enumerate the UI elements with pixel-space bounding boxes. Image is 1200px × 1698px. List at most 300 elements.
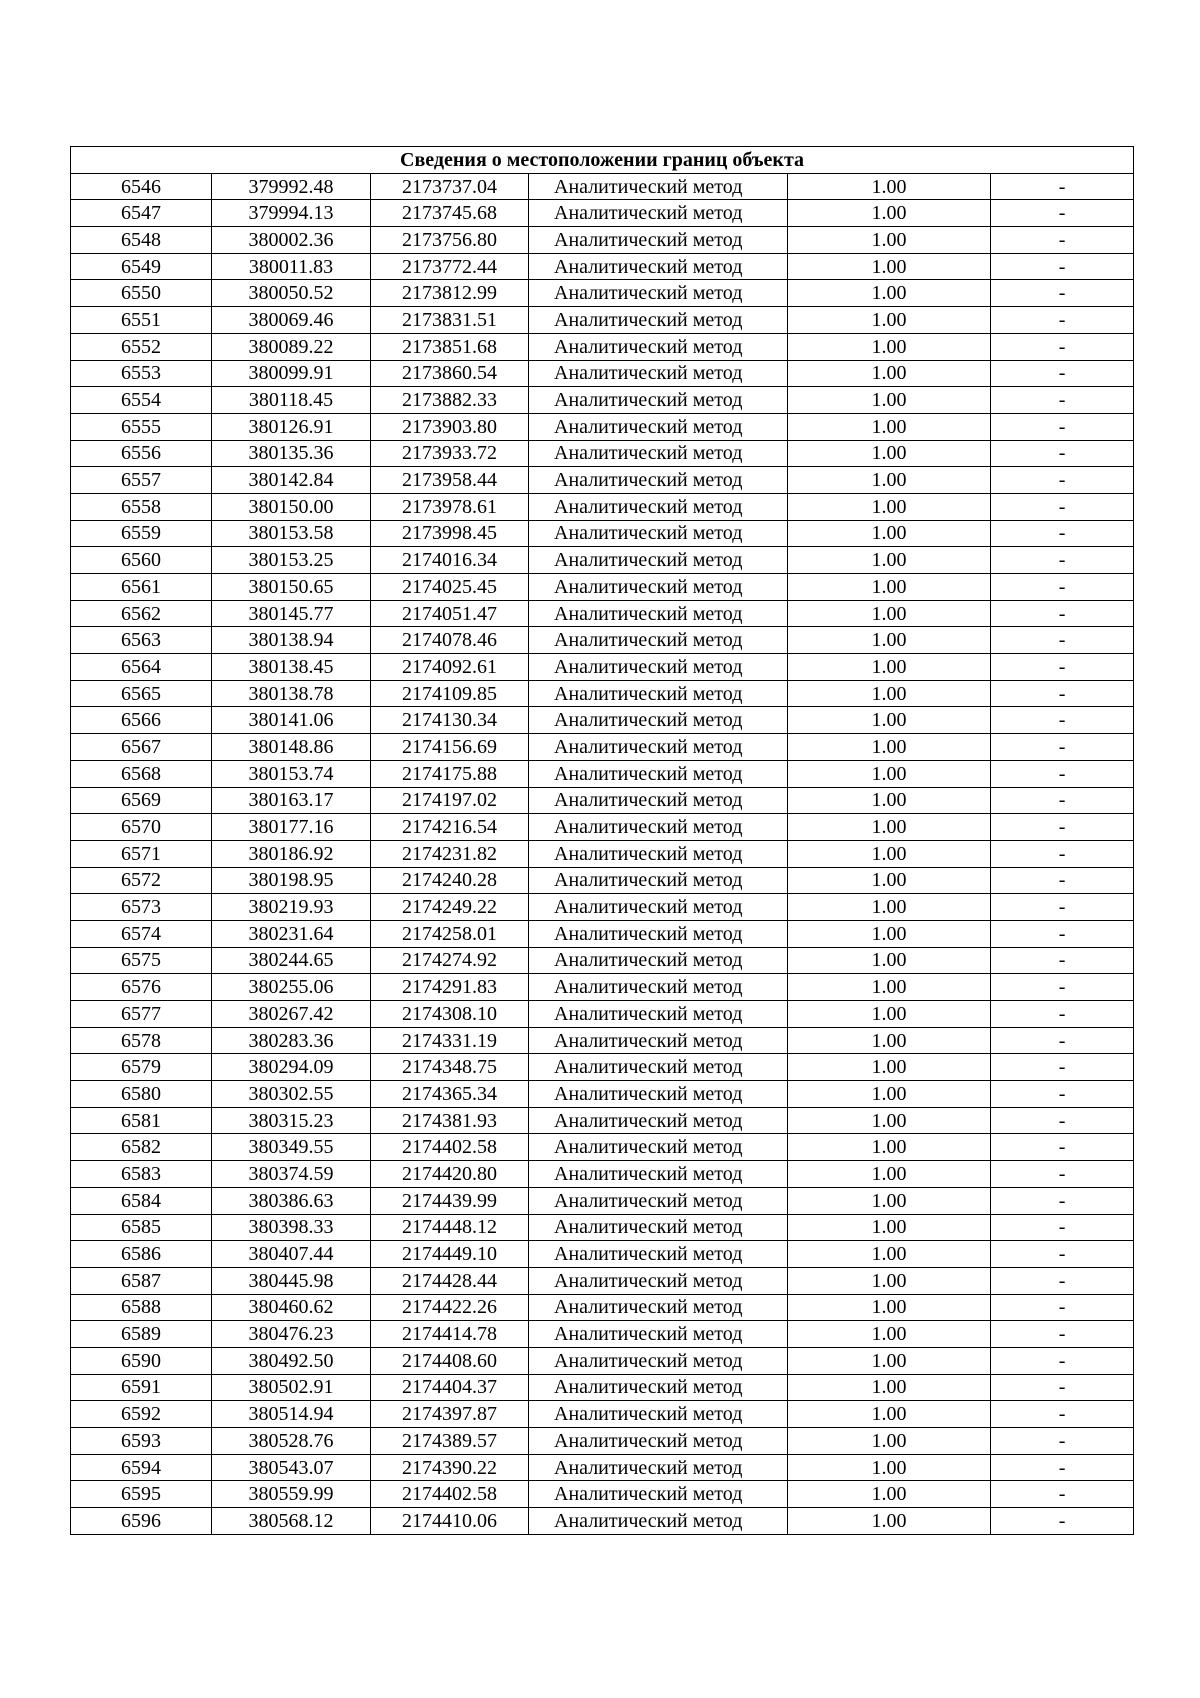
point-number-cell: 6572	[71, 867, 212, 894]
y-coordinate-cell: 2174025.45	[371, 574, 529, 601]
point-number-cell: 6590	[71, 1347, 212, 1374]
method-cell: Аналитический метод	[529, 333, 788, 360]
description-cell: -	[991, 1054, 1134, 1081]
table-row	[71, 1428, 1134, 1455]
method-cell: Аналитический метод	[529, 360, 788, 387]
x-coordinate-cell: 380476.23	[212, 1321, 371, 1348]
point-number-cell: 6578	[71, 1027, 212, 1054]
accuracy-cell: 1.00	[788, 1374, 991, 1401]
description-cell: -	[991, 1374, 1134, 1401]
y-coordinate-cell: 2174402.58	[371, 1481, 529, 1508]
x-coordinate-cell: 380267.42	[212, 1001, 371, 1028]
y-coordinate-cell: 2173903.80	[371, 413, 529, 440]
table-row	[71, 173, 1134, 200]
table-row	[71, 493, 1134, 520]
table-row	[71, 1294, 1134, 1321]
y-coordinate-cell: 2174308.10	[371, 1001, 529, 1028]
description-cell: -	[991, 1001, 1134, 1028]
accuracy-cell: 1.00	[788, 467, 991, 494]
y-coordinate-cell: 2174274.92	[371, 947, 529, 974]
description-cell: -	[991, 440, 1134, 467]
y-coordinate-cell: 2173851.68	[371, 333, 529, 360]
description-cell: -	[991, 760, 1134, 787]
table-row	[71, 387, 1134, 414]
x-coordinate-cell: 380153.74	[212, 760, 371, 787]
point-number-cell: 6560	[71, 547, 212, 574]
table-title-row	[71, 147, 1134, 174]
description-cell: -	[991, 867, 1134, 894]
accuracy-cell: 1.00	[788, 814, 991, 841]
accuracy-cell: 1.00	[788, 1054, 991, 1081]
x-coordinate-cell: 380150.65	[212, 574, 371, 601]
x-coordinate-cell: 380011.83	[212, 253, 371, 280]
y-coordinate-cell: 2173978.61	[371, 493, 529, 520]
table-row	[71, 1161, 1134, 1188]
method-cell: Аналитический метод	[529, 974, 788, 1001]
point-number-cell: 6563	[71, 627, 212, 654]
point-number-cell: 6552	[71, 333, 212, 360]
point-number-cell: 6581	[71, 1107, 212, 1134]
table-row	[71, 1321, 1134, 1348]
method-cell: Аналитический метод	[529, 1134, 788, 1161]
description-cell: -	[991, 1267, 1134, 1294]
x-coordinate-cell: 380141.06	[212, 707, 371, 734]
description-cell: -	[991, 1187, 1134, 1214]
y-coordinate-cell: 2173745.68	[371, 200, 529, 227]
y-coordinate-cell: 2174404.37	[371, 1374, 529, 1401]
x-coordinate-cell: 380126.91	[212, 413, 371, 440]
table-row	[71, 707, 1134, 734]
accuracy-cell: 1.00	[788, 1027, 991, 1054]
point-number-cell: 6562	[71, 600, 212, 627]
description-cell: -	[991, 1481, 1134, 1508]
table-row	[71, 574, 1134, 601]
table-row	[71, 1054, 1134, 1081]
accuracy-cell: 1.00	[788, 787, 991, 814]
table-row	[71, 547, 1134, 574]
method-cell: Аналитический метод	[529, 1187, 788, 1214]
point-number-cell: 6558	[71, 493, 212, 520]
method-cell: Аналитический метод	[529, 1001, 788, 1028]
method-cell: Аналитический метод	[529, 493, 788, 520]
table-row	[71, 253, 1134, 280]
table-row	[71, 974, 1134, 1001]
x-coordinate-cell: 380374.59	[212, 1161, 371, 1188]
y-coordinate-cell: 2174051.47	[371, 600, 529, 627]
point-number-cell: 6556	[71, 440, 212, 467]
description-cell: -	[991, 787, 1134, 814]
accuracy-cell: 1.00	[788, 1081, 991, 1108]
point-number-cell: 6568	[71, 760, 212, 787]
accuracy-cell: 1.00	[788, 547, 991, 574]
y-coordinate-cell: 2174249.22	[371, 894, 529, 921]
y-coordinate-cell: 2174397.87	[371, 1401, 529, 1428]
description-cell: -	[991, 253, 1134, 280]
y-coordinate-cell: 2174231.82	[371, 840, 529, 867]
table-row	[71, 1401, 1134, 1428]
x-coordinate-cell: 380559.99	[212, 1481, 371, 1508]
point-number-cell: 6566	[71, 707, 212, 734]
description-cell: -	[991, 600, 1134, 627]
accuracy-cell: 1.00	[788, 173, 991, 200]
table-row	[71, 1214, 1134, 1241]
description-cell: -	[991, 627, 1134, 654]
description-cell: -	[991, 974, 1134, 1001]
y-coordinate-cell: 2174331.19	[371, 1027, 529, 1054]
x-coordinate-cell: 380118.45	[212, 387, 371, 414]
point-number-cell: 6591	[71, 1374, 212, 1401]
x-coordinate-cell: 380186.92	[212, 840, 371, 867]
y-coordinate-cell: 2174402.58	[371, 1134, 529, 1161]
x-coordinate-cell: 380255.06	[212, 974, 371, 1001]
description-cell: -	[991, 707, 1134, 734]
description-cell: -	[991, 1294, 1134, 1321]
point-number-cell: 6550	[71, 280, 212, 307]
method-cell: Аналитический метод	[529, 707, 788, 734]
accuracy-cell: 1.00	[788, 920, 991, 947]
point-number-cell: 6594	[71, 1454, 212, 1481]
description-cell: -	[991, 680, 1134, 707]
table-row	[71, 1267, 1134, 1294]
x-coordinate-cell: 380050.52	[212, 280, 371, 307]
table-row	[71, 867, 1134, 894]
method-cell: Аналитический метод	[529, 814, 788, 841]
method-cell: Аналитический метод	[529, 467, 788, 494]
y-coordinate-cell: 2174428.44	[371, 1267, 529, 1294]
y-coordinate-cell: 2174448.12	[371, 1214, 529, 1241]
method-cell: Аналитический метод	[529, 840, 788, 867]
method-cell: Аналитический метод	[529, 787, 788, 814]
x-coordinate-cell: 380398.33	[212, 1214, 371, 1241]
method-cell: Аналитический метод	[529, 760, 788, 787]
point-number-cell: 6553	[71, 360, 212, 387]
y-coordinate-cell: 2173737.04	[371, 173, 529, 200]
table-row	[71, 467, 1134, 494]
accuracy-cell: 1.00	[788, 680, 991, 707]
y-coordinate-cell: 2173831.51	[371, 307, 529, 334]
accuracy-cell: 1.00	[788, 1001, 991, 1028]
y-coordinate-cell: 2174291.83	[371, 974, 529, 1001]
table-row	[71, 1107, 1134, 1134]
table-row	[71, 520, 1134, 547]
table-row	[71, 1374, 1134, 1401]
y-coordinate-cell: 2174390.22	[371, 1454, 529, 1481]
description-cell: -	[991, 333, 1134, 360]
x-coordinate-cell: 380153.58	[212, 520, 371, 547]
x-coordinate-cell: 380502.91	[212, 1374, 371, 1401]
method-cell: Аналитический метод	[529, 1401, 788, 1428]
x-coordinate-cell: 380349.55	[212, 1134, 371, 1161]
x-coordinate-cell: 380514.94	[212, 1401, 371, 1428]
x-coordinate-cell: 380069.46	[212, 307, 371, 334]
y-coordinate-cell: 2173882.33	[371, 387, 529, 414]
y-coordinate-cell: 2174381.93	[371, 1107, 529, 1134]
y-coordinate-cell: 2174175.88	[371, 760, 529, 787]
accuracy-cell: 1.00	[788, 1508, 991, 1535]
accuracy-cell: 1.00	[788, 333, 991, 360]
table-row	[71, 1001, 1134, 1028]
x-coordinate-cell: 380163.17	[212, 787, 371, 814]
point-number-cell: 6564	[71, 654, 212, 681]
table-row	[71, 760, 1134, 787]
description-cell: -	[991, 1401, 1134, 1428]
y-coordinate-cell: 2174016.34	[371, 547, 529, 574]
point-number-cell: 6561	[71, 574, 212, 601]
method-cell: Аналитический метод	[529, 1241, 788, 1268]
method-cell: Аналитический метод	[529, 867, 788, 894]
method-cell: Аналитический метод	[529, 734, 788, 761]
x-coordinate-cell: 380568.12	[212, 1508, 371, 1535]
method-cell: Аналитический метод	[529, 280, 788, 307]
table-row	[71, 307, 1134, 334]
x-coordinate-cell: 380386.63	[212, 1187, 371, 1214]
point-number-cell: 6582	[71, 1134, 212, 1161]
y-coordinate-cell: 2174420.80	[371, 1161, 529, 1188]
table-row	[71, 1187, 1134, 1214]
point-number-cell: 6548	[71, 227, 212, 254]
table-row	[71, 1508, 1134, 1535]
accuracy-cell: 1.00	[788, 493, 991, 520]
y-coordinate-cell: 2174258.01	[371, 920, 529, 947]
table-row	[71, 894, 1134, 921]
description-cell: -	[991, 1321, 1134, 1348]
description-cell: -	[991, 947, 1134, 974]
description-cell: -	[991, 547, 1134, 574]
description-cell: -	[991, 387, 1134, 414]
x-coordinate-cell: 380150.00	[212, 493, 371, 520]
method-cell: Аналитический метод	[529, 1481, 788, 1508]
y-coordinate-cell: 2174389.57	[371, 1428, 529, 1455]
method-cell: Аналитический метод	[529, 1081, 788, 1108]
table-row	[71, 947, 1134, 974]
description-cell: -	[991, 173, 1134, 200]
y-coordinate-cell: 2174216.54	[371, 814, 529, 841]
accuracy-cell: 1.00	[788, 1214, 991, 1241]
table-row	[71, 1454, 1134, 1481]
method-cell: Аналитический метод	[529, 574, 788, 601]
x-coordinate-cell: 380138.45	[212, 654, 371, 681]
x-coordinate-cell: 380315.23	[212, 1107, 371, 1134]
description-cell: -	[991, 1081, 1134, 1108]
point-number-cell: 6555	[71, 413, 212, 440]
point-number-cell: 6585	[71, 1214, 212, 1241]
accuracy-cell: 1.00	[788, 440, 991, 467]
point-number-cell: 6574	[71, 920, 212, 947]
table-row	[71, 600, 1134, 627]
point-number-cell: 6587	[71, 1267, 212, 1294]
accuracy-cell: 1.00	[788, 200, 991, 227]
x-coordinate-cell: 380231.64	[212, 920, 371, 947]
x-coordinate-cell: 380099.91	[212, 360, 371, 387]
method-cell: Аналитический метод	[529, 173, 788, 200]
point-number-cell: 6559	[71, 520, 212, 547]
description-cell: -	[991, 1214, 1134, 1241]
table-row	[71, 840, 1134, 867]
table-row	[71, 680, 1134, 707]
point-number-cell: 6584	[71, 1187, 212, 1214]
accuracy-cell: 1.00	[788, 1347, 991, 1374]
accuracy-cell: 1.00	[788, 760, 991, 787]
y-coordinate-cell: 2174408.60	[371, 1347, 529, 1374]
accuracy-cell: 1.00	[788, 1161, 991, 1188]
y-coordinate-cell: 2174449.10	[371, 1241, 529, 1268]
table-row	[71, 734, 1134, 761]
accuracy-cell: 1.00	[788, 894, 991, 921]
x-coordinate-cell: 380148.86	[212, 734, 371, 761]
x-coordinate-cell: 380543.07	[212, 1454, 371, 1481]
y-coordinate-cell: 2173860.54	[371, 360, 529, 387]
table-row	[71, 360, 1134, 387]
accuracy-cell: 1.00	[788, 280, 991, 307]
table-row	[71, 814, 1134, 841]
x-coordinate-cell: 380294.09	[212, 1054, 371, 1081]
point-number-cell: 6579	[71, 1054, 212, 1081]
point-number-cell: 6596	[71, 1508, 212, 1535]
description-cell: -	[991, 1134, 1134, 1161]
table-row	[71, 654, 1134, 681]
description-cell: -	[991, 894, 1134, 921]
accuracy-cell: 1.00	[788, 1267, 991, 1294]
y-coordinate-cell: 2174078.46	[371, 627, 529, 654]
point-number-cell: 6593	[71, 1428, 212, 1455]
accuracy-cell: 1.00	[788, 413, 991, 440]
accuracy-cell: 1.00	[788, 707, 991, 734]
y-coordinate-cell: 2174240.28	[371, 867, 529, 894]
point-number-cell: 6565	[71, 680, 212, 707]
point-number-cell: 6567	[71, 734, 212, 761]
x-coordinate-cell: 380407.44	[212, 1241, 371, 1268]
method-cell: Аналитический метод	[529, 894, 788, 921]
accuracy-cell: 1.00	[788, 974, 991, 1001]
table-row	[71, 1134, 1134, 1161]
y-coordinate-cell: 2173958.44	[371, 467, 529, 494]
method-cell: Аналитический метод	[529, 440, 788, 467]
method-cell: Аналитический метод	[529, 1161, 788, 1188]
accuracy-cell: 1.00	[788, 840, 991, 867]
y-coordinate-cell: 2174092.61	[371, 654, 529, 681]
x-coordinate-cell: 380198.95	[212, 867, 371, 894]
method-cell: Аналитический метод	[529, 1027, 788, 1054]
x-coordinate-cell: 380138.94	[212, 627, 371, 654]
method-cell: Аналитический метод	[529, 1054, 788, 1081]
y-coordinate-cell: 2174410.06	[371, 1508, 529, 1535]
method-cell: Аналитический метод	[529, 200, 788, 227]
table-row	[71, 200, 1134, 227]
y-coordinate-cell: 2173812.99	[371, 280, 529, 307]
method-cell: Аналитический метод	[529, 920, 788, 947]
table-row	[71, 1081, 1134, 1108]
x-coordinate-cell: 380002.36	[212, 227, 371, 254]
y-coordinate-cell: 2173998.45	[371, 520, 529, 547]
x-coordinate-cell: 380219.93	[212, 894, 371, 921]
table-row	[71, 1027, 1134, 1054]
table-row	[71, 920, 1134, 947]
description-cell: -	[991, 413, 1134, 440]
x-coordinate-cell: 380445.98	[212, 1267, 371, 1294]
description-cell: -	[991, 360, 1134, 387]
description-cell: -	[991, 200, 1134, 227]
description-cell: -	[991, 520, 1134, 547]
method-cell: Аналитический метод	[529, 1294, 788, 1321]
point-number-cell: 6549	[71, 253, 212, 280]
method-cell: Аналитический метод	[529, 413, 788, 440]
table-row	[71, 787, 1134, 814]
point-number-cell: 6569	[71, 787, 212, 814]
y-coordinate-cell: 2174130.34	[371, 707, 529, 734]
x-coordinate-cell: 380135.36	[212, 440, 371, 467]
point-number-cell: 6546	[71, 173, 212, 200]
point-number-cell: 6554	[71, 387, 212, 414]
table-row	[71, 413, 1134, 440]
point-number-cell: 6571	[71, 840, 212, 867]
accuracy-cell: 1.00	[788, 867, 991, 894]
description-cell: -	[991, 467, 1134, 494]
method-cell: Аналитический метод	[529, 1508, 788, 1535]
accuracy-cell: 1.00	[788, 734, 991, 761]
x-coordinate-cell: 379992.48	[212, 173, 371, 200]
point-number-cell: 6557	[71, 467, 212, 494]
description-cell: -	[991, 1454, 1134, 1481]
accuracy-cell: 1.00	[788, 520, 991, 547]
point-number-cell: 6588	[71, 1294, 212, 1321]
accuracy-cell: 1.00	[788, 1187, 991, 1214]
y-coordinate-cell: 2174365.34	[371, 1081, 529, 1108]
method-cell: Аналитический метод	[529, 654, 788, 681]
description-cell: -	[991, 574, 1134, 601]
method-cell: Аналитический метод	[529, 1214, 788, 1241]
accuracy-cell: 1.00	[788, 947, 991, 974]
point-number-cell: 6575	[71, 947, 212, 974]
y-coordinate-cell: 2174348.75	[371, 1054, 529, 1081]
table-row	[71, 1241, 1134, 1268]
accuracy-cell: 1.00	[788, 227, 991, 254]
table-title: Сведения о местоположении границ объекта	[71, 147, 1134, 174]
y-coordinate-cell: 2174439.99	[371, 1187, 529, 1214]
accuracy-cell: 1.00	[788, 1107, 991, 1134]
y-coordinate-cell: 2174156.69	[371, 734, 529, 761]
point-number-cell: 6577	[71, 1001, 212, 1028]
y-coordinate-cell: 2174414.78	[371, 1321, 529, 1348]
table-row	[71, 1347, 1134, 1374]
point-number-cell: 6595	[71, 1481, 212, 1508]
y-coordinate-cell: 2174197.02	[371, 787, 529, 814]
table-row	[71, 333, 1134, 360]
table-body	[71, 147, 1134, 1535]
accuracy-cell: 1.00	[788, 654, 991, 681]
method-cell: Аналитический метод	[529, 227, 788, 254]
x-coordinate-cell: 380153.25	[212, 547, 371, 574]
accuracy-cell: 1.00	[788, 1428, 991, 1455]
method-cell: Аналитический метод	[529, 1107, 788, 1134]
method-cell: Аналитический метод	[529, 600, 788, 627]
table-row	[71, 1481, 1134, 1508]
method-cell: Аналитический метод	[529, 307, 788, 334]
method-cell: Аналитический метод	[529, 1428, 788, 1455]
point-number-cell: 6580	[71, 1081, 212, 1108]
description-cell: -	[991, 1508, 1134, 1535]
x-coordinate-cell: 380138.78	[212, 680, 371, 707]
x-coordinate-cell: 380145.77	[212, 600, 371, 627]
description-cell: -	[991, 654, 1134, 681]
description-cell: -	[991, 1161, 1134, 1188]
point-number-cell: 6551	[71, 307, 212, 334]
x-coordinate-cell: 380177.16	[212, 814, 371, 841]
method-cell: Аналитический метод	[529, 1454, 788, 1481]
method-cell: Аналитический метод	[529, 520, 788, 547]
accuracy-cell: 1.00	[788, 1401, 991, 1428]
accuracy-cell: 1.00	[788, 600, 991, 627]
point-number-cell: 6547	[71, 200, 212, 227]
